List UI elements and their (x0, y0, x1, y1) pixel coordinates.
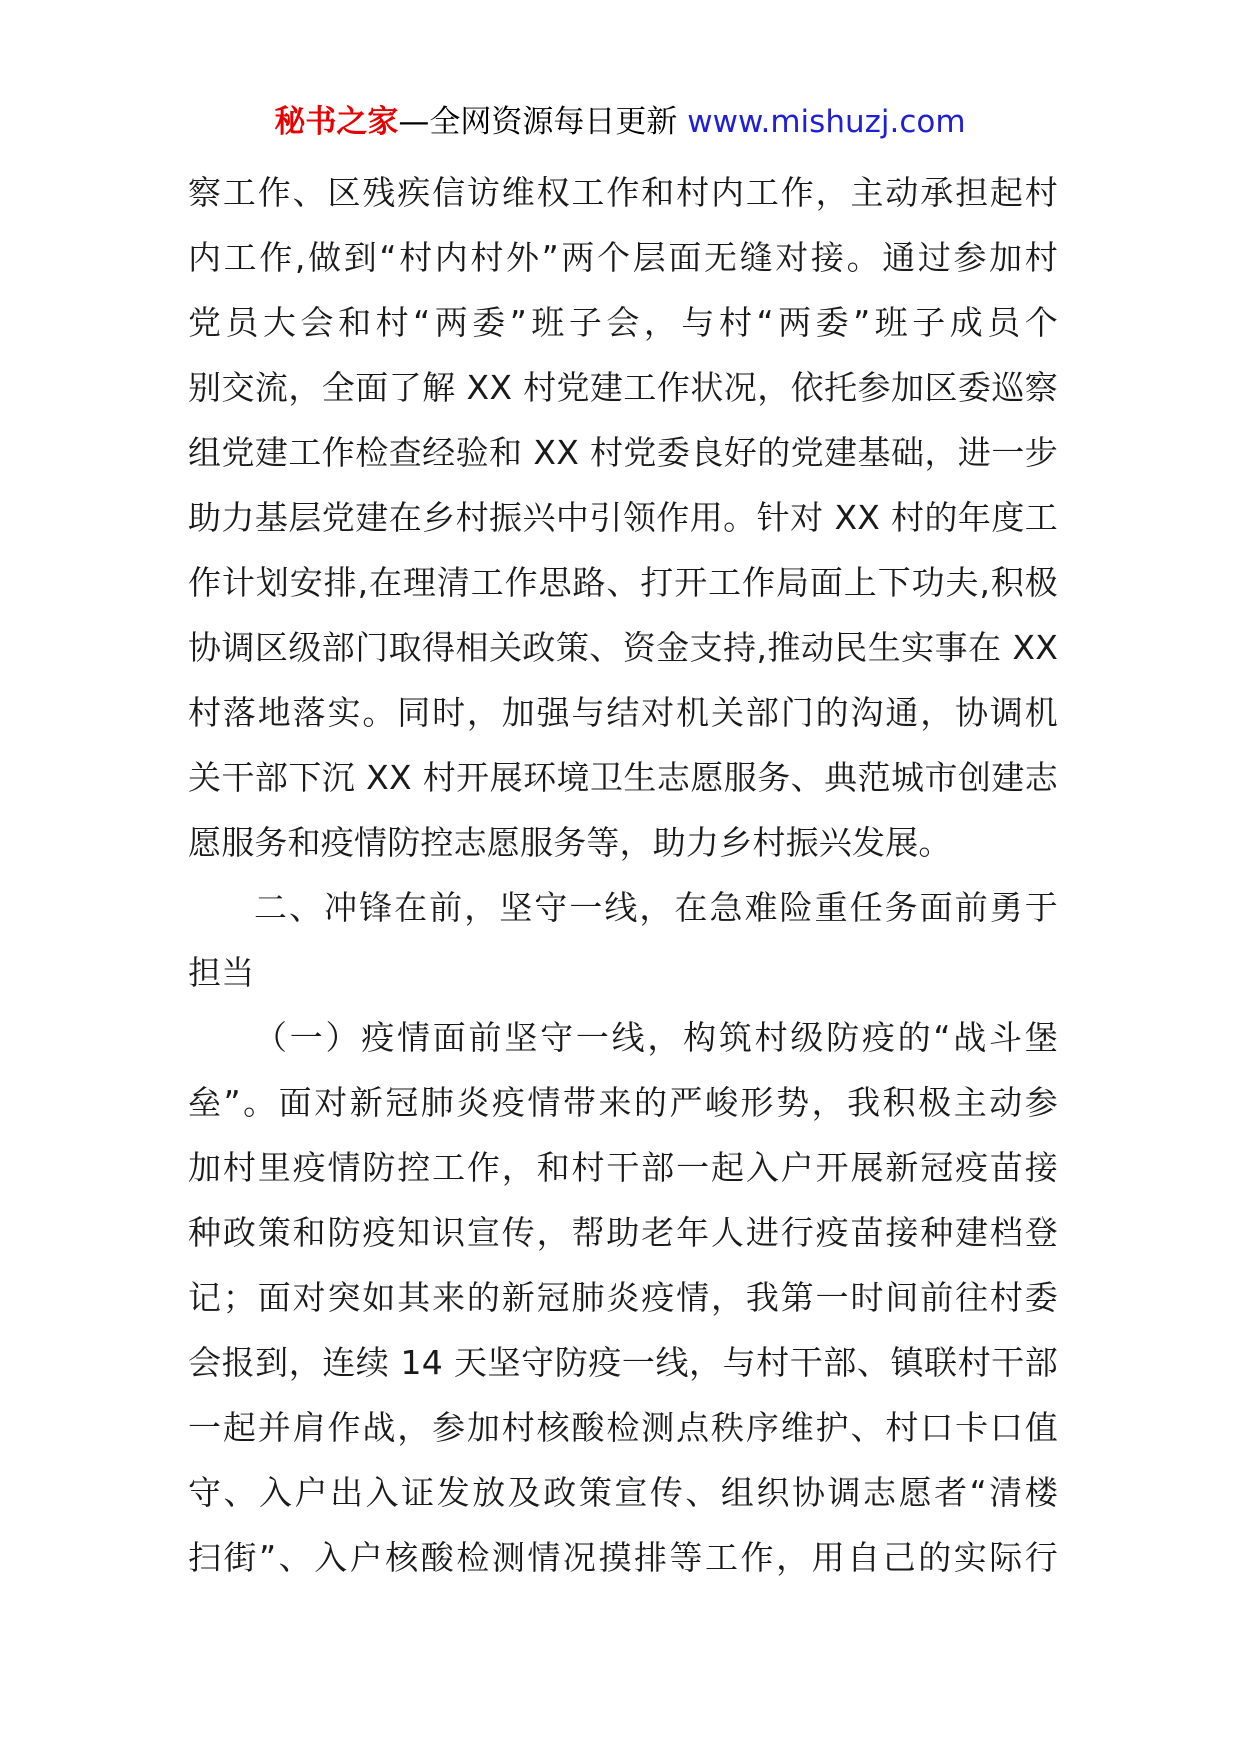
document-body (188, 160, 1058, 1590)
header-slogan: —全网资源每日更新 (398, 104, 678, 140)
header-url-link[interactable]: www.mishuzj.com (687, 104, 966, 140)
text-line: 组党建工作检查经验和 XX 村党委良好的党建基础，进一步 (188, 433, 1058, 472)
text-line: 垒”。面对新冠肺炎疫情带来的严峻形势，我积极主动参 (188, 1083, 1058, 1122)
text-line: 作计划安排,在理清工作思路、打开工作局面上下功夫,积极 (188, 563, 1058, 602)
text-line: 助力基层党建在乡村振兴中引领作用。针对 XX 村的年度工 (188, 498, 1058, 537)
header-brand: 秘书之家 (274, 104, 399, 140)
text-line: 愿服务和疫情防控志愿服务等，助力乡村振兴发展。 (188, 823, 952, 862)
text-line: 一起并肩作战，参加村核酸检测点秩序维护、村口卡口值 (188, 1408, 1058, 1447)
section-heading-line: 担当 (188, 953, 255, 992)
text-line: 村落地落实。同时，加强与结对机关部门的沟通，协调机 (188, 693, 1058, 732)
text-line: 内工作,做到“村内村外”两个层面无缝对接。通过参加村 (188, 238, 1058, 277)
text-line: 扫街”、入户核酸检测情况摸排等工作，用自己的实际行 (188, 1538, 1058, 1577)
text-line: 察工作、区残疾信访维权工作和村内工作，主动承担起村 (188, 173, 1058, 212)
text-line: 记；面对突如其来的新冠肺炎疫情，我第一时间前往村委 (188, 1278, 1058, 1317)
text-line: 协调区级部门取得相关政策、资金支持,推动民生实事在 XX (188, 628, 1058, 667)
text-line: 种政策和防疫知识宣传，帮助老年人进行疫苗接种建档登 (188, 1213, 1058, 1252)
text-line: 加村里疫情防控工作，和村干部一起入户开展新冠疫苗接 (188, 1148, 1058, 1187)
subsection-heading-line: （一）疫情面前坚守一线，构筑村级防疫的“战斗堡 (254, 1018, 1058, 1057)
text-line: 守、入户出入证发放及政策宣传、组织协调志愿者“清楼 (188, 1473, 1058, 1512)
page-header (0, 100, 1240, 144)
text-line: 关干部下沉 XX 村开展环境卫生志愿服务、典范城市创建志 (188, 758, 1058, 797)
text-line: 党员大会和村“两委”班子会，与村“两委”班子成员个 (188, 303, 1058, 342)
section-heading-line: 二、冲锋在前，坚守一线，在急难险重任务面前勇于 (254, 888, 1058, 927)
text-line: 会报到，连续 14 天坚守防疫一线，与村干部、镇联村干部 (188, 1343, 1058, 1382)
text-line: 别交流，全面了解 XX 村党建工作状况，依托参加区委巡察 (188, 368, 1058, 407)
